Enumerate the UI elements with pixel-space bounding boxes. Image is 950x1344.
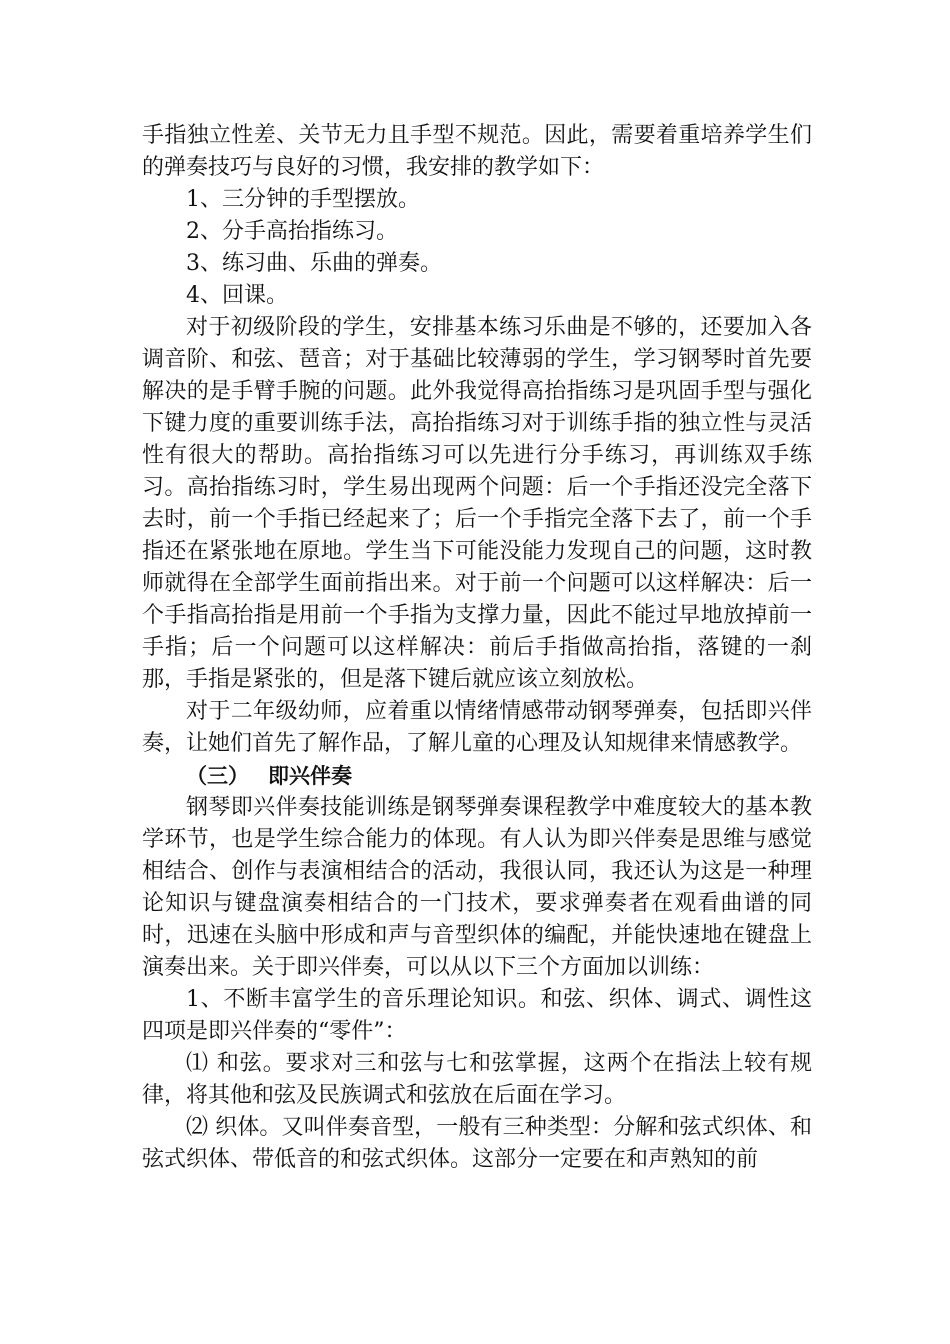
paragraph-theory-knowledge: 1、不断丰富学生的音乐理论知识。和弦、织体、调式、调性这四项是即兴伴奏的“零件”：	[142, 987, 812, 1044]
document-body	[142, 120, 812, 1176]
list-item: 1、三分钟的手型摆放。	[186, 187, 420, 212]
paragraph-continuation: 手指独立性差、关节无力且手型不规范。因此，需要着重培养学生们的弹奏技巧与良好的习惯，我安排的教学如下：	[142, 123, 812, 180]
paragraph-improvised-accompaniment: 钢琴即兴伴奏技能训练是钢琴弹奏课程教学中难度较大的基本教学环节，也是学生综合能力的体现。有人认为即兴伴奏是思维与感觉相结合、创作与表演相结合的活动，我很认同，我还认为这是一种理论知识与键盘演奏相结合的一门技术，要求弹奏者在观看曲谱的同时，迅速在头脑中形成和声与音型织体的编配，并能快速地在键盘上演奏出来。关于即兴伴奏，可以从以下三个方面加以训练：	[142, 795, 812, 980]
paragraph-texture: ⑵ 织体。又叫伴奏音型，一般有三种类型：分解和弦式织体、和弦式织体、带低音的和弦式织体。这部分一定要在和声熟知的前	[142, 1115, 812, 1172]
list-item: 3、练习曲、乐曲的弹奏。	[186, 251, 442, 276]
paragraph-finger-training: 对于初级阶段的学生，安排基本练习乐曲是不够的，还要加入各调音阶、和弦、琶音；对于基础比较薄弱的学生，学习钢琴时首先要解决的是手臂手腕的问题。此外我觉得高抬指练习是巩固手型与强化下键力度的重要训练手法，高抬指练习对于训练手指的独立性与灵活性有很大的帮助。高抬指练习可以先进行分手练习，再训练双手练习。高抬指练习时，学生易出现两个问题：后一个手指还没完全落下去时，前一个手指已经起来了；后一个手指完全落下去了，前一个手指还在紧张地在原地。学生当下可能没能力发现自己的问题，这时教师就得在全部学生面前指出来。对于前一个问题可以这样解决：后一个手指高抬指是用前一个手指为支撑力量，因此不能过早地放掉前一手指；后一个问题可以这样解决：前后手指做高抬指，落键的一刹那，手指是紧张的，但是落下键后就应该立刻放松。	[142, 315, 812, 692]
section-number: （三）	[186, 764, 249, 788]
list-item: 2、分手高抬指练习。	[186, 219, 398, 244]
paragraph-chords: ⑴ 和弦。要求对三和弦与七和弦掌握，这两个在指法上较有规律，将其他和弦及民族调式和弦放在后面在学习。	[142, 1051, 812, 1108]
section-title: 即兴伴奏	[268, 764, 352, 788]
paragraph-second-year: 对于二年级幼师，应着重以情绪情感带动钢琴弹奏，包括即兴伴奏，让她们首先了解作品，了解儿童的心理及认知规律来情感教学。	[142, 699, 812, 756]
section-heading	[142, 760, 812, 792]
list-item: 4、回课。	[186, 283, 288, 308]
